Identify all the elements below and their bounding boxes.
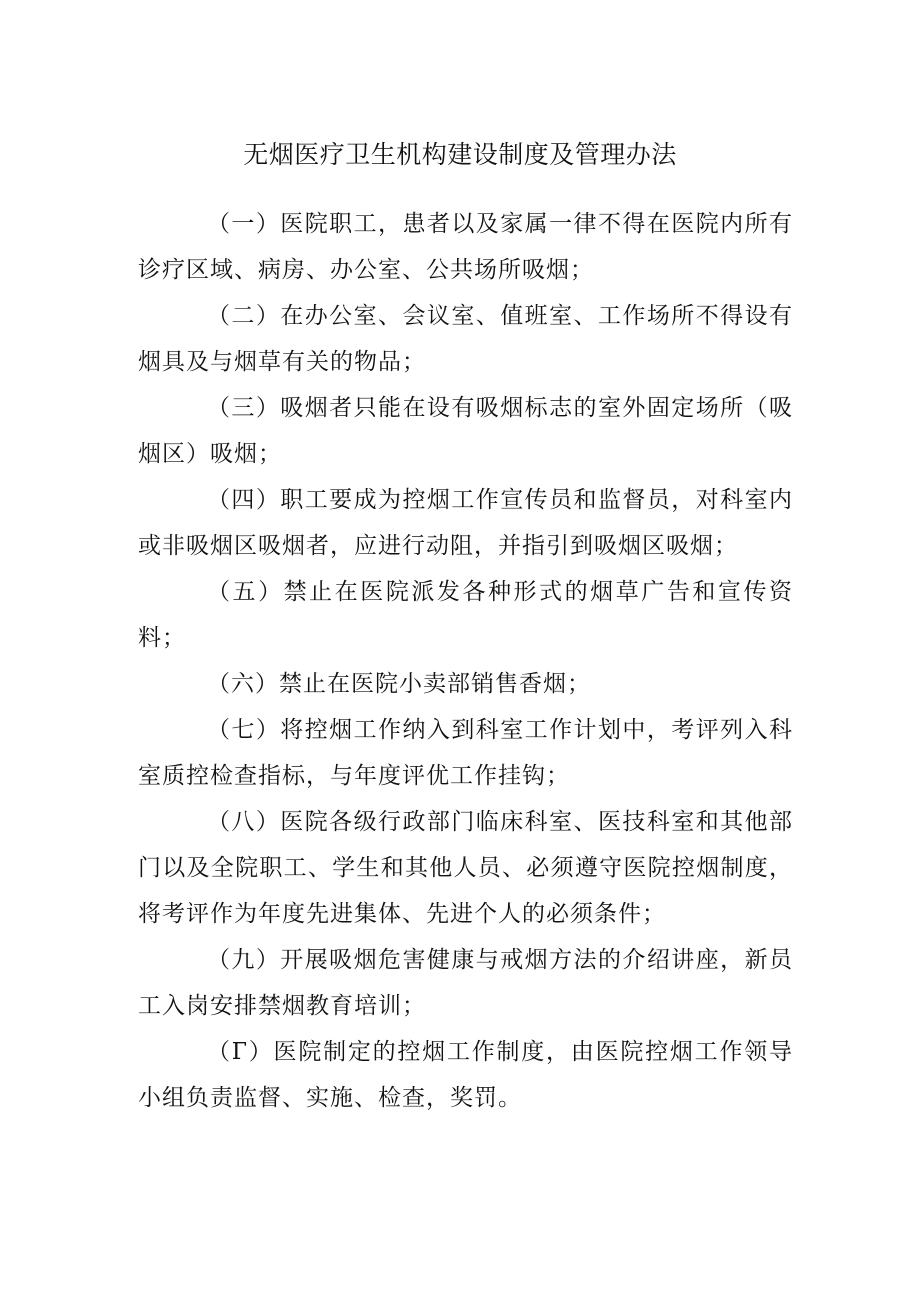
paragraph-10: （Г）医院制定的控烟工作制度，由医院控烟工作领导小组负责监督、实施、检查，奖罚。	[138, 1039, 793, 1111]
paragraph-3: （三）吸烟者只能在设有吸烟标志的室外固定场所（吸烟区）吸烟；	[138, 395, 793, 467]
paragraph-5: （五）禁止在医院派发各种形式的烟草广告和宣传资料；	[138, 579, 793, 651]
paragraph-2: （二）在办公室、会议室、值班室、工作场所不得设有烟具及与烟草有关的物品；	[138, 303, 793, 375]
paragraph-9: （九）开展吸烟危害健康与戒烟方法的介绍讲座，新员工入岗安排禁烟教育培训；	[138, 947, 793, 1019]
paragraph-6: （六）禁止在医院小卖部销售香烟；	[207, 671, 591, 697]
document-body	[138, 201, 793, 1121]
paragraph-8: （八）医院各级行政部门临床科室、医技科室和其他部门以及全院职工、学生和其他人员、必须遵守医院控烟制度，将考评作为年度先进集体、先进个人的必须条件；	[138, 809, 793, 927]
paragraph-4: （四）职工要成为控烟工作宣传员和监督员，对科室内或非吸烟区吸烟者，应进行动阻，并指引到吸烟区吸烟；	[138, 487, 793, 559]
document-title: 无烟医疗卫生机构建设制度及管理办法	[243, 140, 677, 169]
paragraph-1: （一）医院职工，患者以及家属一律不得在医院内所有诊疗区域、病房、办公室、公共场所吸烟；	[138, 211, 793, 283]
paragraph-7: （七）将控烟工作纳入到科室工作计划中，考评列入科室质控检查指标，与年度评优工作挂钩；	[138, 717, 793, 789]
